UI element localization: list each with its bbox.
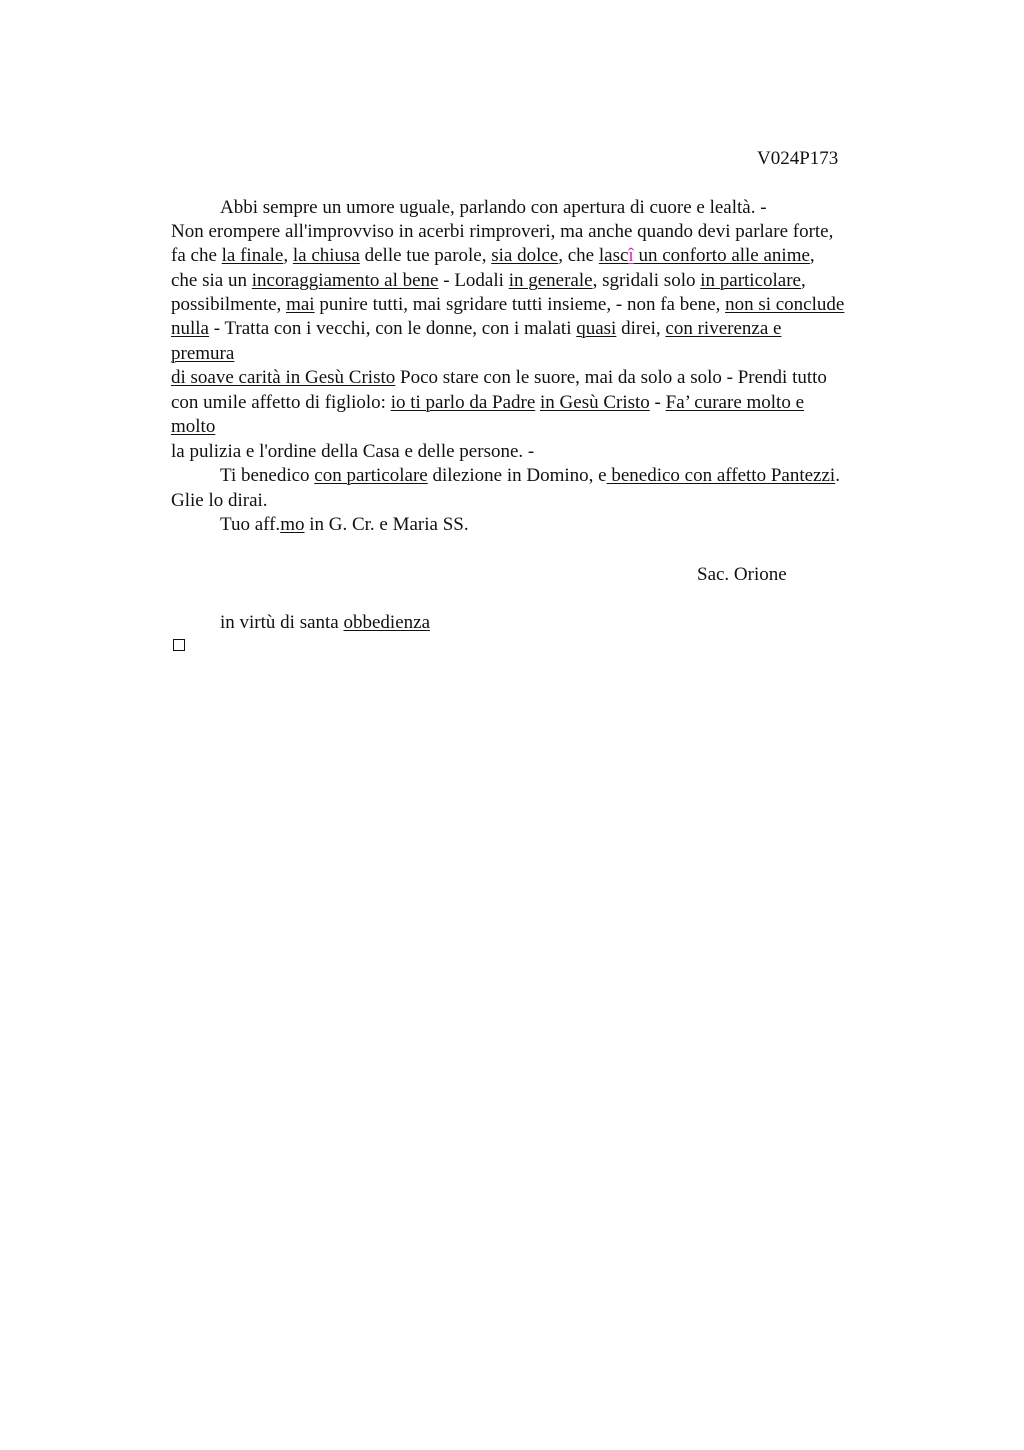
- underlined-text: la chiusa: [292, 245, 360, 266]
- text-line: [171, 440, 534, 464]
- text-line: [171, 220, 833, 244]
- underlined-text: î: [628, 245, 634, 266]
- underlined-text: premura: [171, 343, 235, 364]
- text-line: [171, 293, 844, 317]
- text-line: [171, 366, 827, 390]
- text-span: punire tutti, mai sgridare tutti insieme, - non fa bene,: [314, 294, 726, 315]
- text-span: , sgridali solo: [592, 270, 701, 291]
- text-line: [171, 391, 804, 415]
- text-line: [220, 464, 840, 488]
- text-span: delle tue parole,: [359, 245, 492, 266]
- underlined-text: quasi: [576, 318, 617, 339]
- text-span: in virtù di santa: [220, 612, 344, 633]
- underlined-text: incoraggiamento al bene: [251, 270, 439, 291]
- text-span: Ti benedico: [220, 465, 315, 486]
- underlined-text: mai: [286, 294, 315, 315]
- text-line: [220, 513, 469, 537]
- text-span: possibilmente,: [171, 294, 287, 315]
- text-line: [220, 196, 767, 220]
- text-span: con umile affetto di figliolo:: [171, 392, 391, 413]
- underlined-text: sia dolce: [491, 245, 559, 266]
- text-line: [171, 317, 781, 341]
- underlined-text: benedico con affetto Pantezzi: [606, 465, 836, 486]
- underlined-text: con particolare: [314, 465, 428, 486]
- text-span: fa che: [171, 245, 222, 266]
- text-span: ,: [809, 245, 815, 266]
- underlined-text: mo: [280, 514, 305, 535]
- text-span: direi,: [616, 318, 666, 339]
- text-span: ,: [283, 245, 293, 266]
- underlined-text: molto: [171, 416, 216, 437]
- text-span: Glie lo dirai.: [171, 490, 268, 511]
- text-line: [171, 342, 234, 366]
- underlined-text: Fa’ curare molto e: [665, 392, 805, 413]
- underlined-text: obbedienza: [343, 612, 430, 633]
- underlined-text: di soave carità in Gesù Cristo: [171, 367, 396, 388]
- text-span: .: [835, 465, 840, 486]
- text-span: la pulizia e l'ordine della Casa e delle persone. -: [171, 441, 535, 462]
- text-span: dilezione in Domino, e: [427, 465, 607, 486]
- underlined-text: la finale: [221, 245, 284, 266]
- text-span: Abbi sempre un umore uguale, parlando con apertura di cuore e lealtà. -: [220, 197, 767, 218]
- signature: Sac. Orione: [697, 564, 787, 585]
- underlined-text: non si conclude: [725, 294, 845, 315]
- text-span: Tuo aff.: [220, 514, 281, 535]
- text-line: [171, 244, 815, 268]
- text-line: [171, 489, 268, 513]
- underlined-text: un conforto alle anime: [633, 245, 810, 266]
- underlined-text: nulla: [171, 318, 209, 339]
- underlined-text: con riverenza e: [665, 318, 782, 339]
- text-span: , che: [558, 245, 599, 266]
- text-span: - Lodali: [438, 270, 509, 291]
- text-span: -: [649, 392, 666, 413]
- text-span: che sia un: [171, 270, 252, 291]
- underlined-text: in particolare: [700, 270, 801, 291]
- text-span: in G. Cr. e Maria SS.: [304, 514, 469, 535]
- postscript-line: [220, 611, 430, 635]
- text-span: Poco stare con le suore, mai da solo a solo - Prendi tutto: [395, 367, 827, 388]
- text-span: ,: [801, 270, 806, 291]
- checkbox-square-icon: [173, 639, 185, 651]
- underlined-text: io ti parlo da Padre: [390, 392, 536, 413]
- text-line: [171, 415, 215, 439]
- text-span: Non erompere all'improvviso in acerbi rimproveri, ma anche quando devi parlare forte,: [171, 221, 834, 242]
- underlined-text: in Gesù Cristo: [540, 392, 650, 413]
- reference-code: V024P173: [757, 148, 839, 169]
- text-span: - Tratta con i vecchi, con le donne, con i malati: [209, 318, 577, 339]
- underlined-text: lasc: [598, 245, 629, 266]
- text-line: [171, 269, 806, 293]
- underlined-text: in generale: [508, 270, 593, 291]
